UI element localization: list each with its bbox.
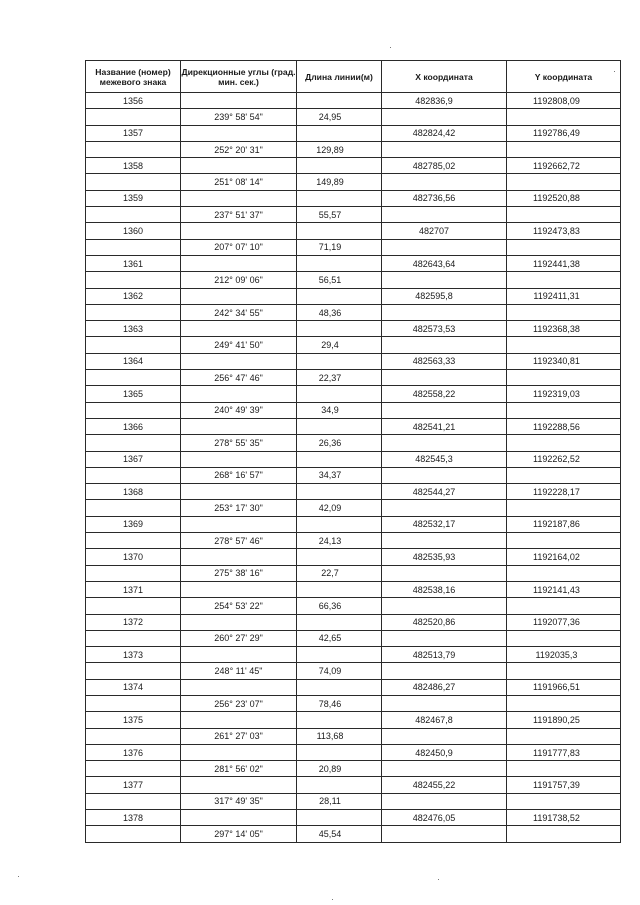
direction-angle-cell: 252° 20' 31" [181,141,297,157]
empty-name-cell [86,728,181,744]
empty-name-cell [86,272,181,288]
line-length-cell: 29,4 [297,337,382,353]
point-row [86,125,621,141]
segment-row [86,402,621,418]
point-row [86,712,621,728]
empty-x-cell [382,500,507,516]
empty-x-cell [382,402,507,418]
empty-x-cell [382,304,507,320]
direction-angle-cell: 281° 56' 02" [181,761,297,777]
y-coordinate-cell: 1192288,56 [507,418,621,434]
marker-name-cell: 1367 [86,451,181,467]
x-coordinate-cell: 482450,9 [382,744,507,760]
direction-angle-cell: 248° 11' 45" [181,663,297,679]
empty-y-cell [507,598,621,614]
empty-name-cell [86,304,181,320]
empty-length-cell [297,451,382,467]
empty-angle-cell [181,810,297,826]
empty-x-cell [382,630,507,646]
marker-name-cell: 1358 [86,158,181,174]
x-coordinate-cell: 482455,22 [382,777,507,793]
point-row [86,353,621,369]
point-row [86,223,621,239]
line-length-cell: 42,09 [297,500,382,516]
point-row [86,158,621,174]
point-row [86,93,621,109]
line-length-cell: 48,36 [297,304,382,320]
empty-angle-cell [181,288,297,304]
direction-angle-cell: 297° 14' 05" [181,826,297,842]
empty-angle-cell [181,125,297,141]
marker-name-cell: 1372 [86,614,181,630]
scan-speck [390,47,391,48]
x-coordinate-cell: 482824,42 [382,125,507,141]
header-direction-angle: Дирекционные углы (град. мин. сек.) [181,61,297,93]
empty-name-cell [86,109,181,125]
line-length-cell: 78,46 [297,695,382,711]
point-row [86,255,621,271]
empty-length-cell [297,93,382,109]
marker-name-cell: 1373 [86,647,181,663]
segment-row [86,565,621,581]
header-marker-name: Название (номер) межевого знака [86,61,181,93]
line-length-cell: 34,9 [297,402,382,418]
boundary-coordinates-table [85,60,621,843]
empty-x-cell [382,826,507,842]
y-coordinate-cell: 1191738,52 [507,810,621,826]
segment-row [86,207,621,223]
marker-name-cell: 1359 [86,190,181,206]
empty-name-cell [86,826,181,842]
y-coordinate-cell: 1192340,81 [507,353,621,369]
line-length-cell: 55,57 [297,207,382,223]
x-coordinate-cell: 482563,33 [382,353,507,369]
y-coordinate-cell: 1192808,09 [507,93,621,109]
table-body [86,93,621,843]
x-coordinate-cell: 482520,86 [382,614,507,630]
empty-angle-cell [181,321,297,337]
x-coordinate-cell: 482544,27 [382,484,507,500]
x-coordinate-cell: 482532,17 [382,516,507,532]
x-coordinate-cell: 482707 [382,223,507,239]
empty-name-cell [86,337,181,353]
marker-name-cell: 1375 [86,712,181,728]
marker-name-cell: 1370 [86,549,181,565]
empty-y-cell [507,239,621,255]
y-coordinate-cell: 1191777,83 [507,744,621,760]
empty-name-cell [86,207,181,223]
line-length-cell: 74,09 [297,663,382,679]
empty-x-cell [382,598,507,614]
header-y-coordinate: Y координата [507,61,621,93]
header-x-coordinate: X координата [382,61,507,93]
empty-angle-cell [181,418,297,434]
segment-row [86,467,621,483]
empty-y-cell [507,435,621,451]
x-coordinate-cell: 482558,22 [382,386,507,402]
marker-name-cell: 1362 [86,288,181,304]
empty-y-cell [507,630,621,646]
empty-name-cell [86,141,181,157]
line-length-cell: 129,89 [297,141,382,157]
direction-angle-cell: 253° 17' 30" [181,500,297,516]
empty-x-cell [382,207,507,223]
point-row [86,777,621,793]
point-row [86,484,621,500]
empty-x-cell [382,435,507,451]
empty-length-cell [297,744,382,760]
empty-y-cell [507,728,621,744]
empty-length-cell [297,614,382,630]
empty-x-cell [382,239,507,255]
empty-name-cell [86,663,181,679]
empty-name-cell [86,761,181,777]
empty-x-cell [382,272,507,288]
line-length-cell: 71,19 [297,239,382,255]
empty-angle-cell [181,679,297,695]
empty-angle-cell [181,158,297,174]
y-coordinate-cell: 1192035,3 [507,647,621,663]
marker-name-cell: 1357 [86,125,181,141]
marker-name-cell: 1361 [86,255,181,271]
marker-name-cell: 1363 [86,321,181,337]
y-coordinate-cell: 1192187,86 [507,516,621,532]
empty-y-cell [507,402,621,418]
empty-y-cell [507,695,621,711]
x-coordinate-cell: 482545,3 [382,451,507,467]
point-row [86,418,621,434]
empty-length-cell [297,255,382,271]
x-coordinate-cell: 482538,16 [382,581,507,597]
empty-length-cell [297,125,382,141]
direction-angle-cell: 260° 27' 29" [181,630,297,646]
line-length-cell: 22,7 [297,565,382,581]
line-length-cell: 149,89 [297,174,382,190]
empty-name-cell [86,174,181,190]
empty-y-cell [507,761,621,777]
empty-angle-cell [181,581,297,597]
segment-row [86,728,621,744]
empty-name-cell [86,435,181,451]
y-coordinate-cell: 1192077,36 [507,614,621,630]
empty-length-cell [297,777,382,793]
empty-length-cell [297,190,382,206]
empty-length-cell [297,810,382,826]
direction-angle-cell: 207° 07' 10" [181,239,297,255]
empty-angle-cell [181,647,297,663]
y-coordinate-cell: 1192520,88 [507,190,621,206]
empty-x-cell [382,663,507,679]
empty-x-cell [382,370,507,386]
line-length-cell: 34,37 [297,467,382,483]
empty-x-cell [382,109,507,125]
empty-y-cell [507,304,621,320]
point-row [86,647,621,663]
segment-row [86,761,621,777]
empty-angle-cell [181,255,297,271]
marker-name-cell: 1356 [86,93,181,109]
x-coordinate-cell: 482595,8 [382,288,507,304]
segment-row [86,663,621,679]
empty-angle-cell [181,549,297,565]
marker-name-cell: 1368 [86,484,181,500]
empty-angle-cell [181,712,297,728]
x-coordinate-cell: 482785,02 [382,158,507,174]
direction-angle-cell: 278° 55' 35" [181,435,297,451]
x-coordinate-cell: 482643,64 [382,255,507,271]
direction-angle-cell: 278° 57' 46" [181,533,297,549]
marker-name-cell: 1365 [86,386,181,402]
x-coordinate-cell: 482736,56 [382,190,507,206]
empty-angle-cell [181,744,297,760]
empty-x-cell [382,337,507,353]
direction-angle-cell: 237° 51' 37" [181,207,297,223]
empty-x-cell [382,728,507,744]
point-row [86,679,621,695]
direction-angle-cell: 212° 09' 06" [181,272,297,288]
point-row [86,744,621,760]
empty-length-cell [297,386,382,402]
marker-name-cell: 1376 [86,744,181,760]
point-row [86,288,621,304]
empty-angle-cell [181,516,297,532]
x-coordinate-cell: 482486,27 [382,679,507,695]
empty-length-cell [297,223,382,239]
point-row [86,549,621,565]
segment-row [86,500,621,516]
y-coordinate-cell: 1192164,02 [507,549,621,565]
empty-x-cell [382,565,507,581]
empty-y-cell [507,565,621,581]
x-coordinate-cell: 482573,53 [382,321,507,337]
empty-length-cell [297,418,382,434]
line-length-cell: 22,37 [297,370,382,386]
marker-name-cell: 1378 [86,810,181,826]
empty-y-cell [507,109,621,125]
empty-name-cell [86,793,181,809]
line-length-cell: 45,54 [297,826,382,842]
y-coordinate-cell: 1191757,39 [507,777,621,793]
marker-name-cell: 1377 [86,777,181,793]
segment-row [86,239,621,255]
direction-angle-cell: 239° 58' 54" [181,109,297,125]
scan-speck [438,879,439,880]
segment-row [86,630,621,646]
empty-name-cell [86,500,181,516]
segment-row [86,337,621,353]
y-coordinate-cell: 1192228,17 [507,484,621,500]
scan-speck [332,899,333,900]
segment-row [86,370,621,386]
line-length-cell: 42,65 [297,630,382,646]
empty-x-cell [382,174,507,190]
empty-x-cell [382,141,507,157]
direction-angle-cell: 256° 23' 07" [181,695,297,711]
point-row [86,190,621,206]
point-row [86,451,621,467]
direction-angle-cell: 261° 27' 03" [181,728,297,744]
segment-row [86,533,621,549]
direction-angle-cell: 268° 16' 57" [181,467,297,483]
marker-name-cell: 1366 [86,418,181,434]
direction-angle-cell: 249° 41' 50" [181,337,297,353]
segment-row [86,141,621,157]
empty-name-cell [86,630,181,646]
table-header-row [86,61,621,93]
direction-angle-cell: 317° 49' 35" [181,793,297,809]
empty-name-cell [86,467,181,483]
empty-length-cell [297,581,382,597]
empty-angle-cell [181,93,297,109]
y-coordinate-cell: 1192319,03 [507,386,621,402]
line-length-cell: 66,36 [297,598,382,614]
direction-angle-cell: 242° 34' 55" [181,304,297,320]
x-coordinate-cell: 482541,21 [382,418,507,434]
direction-angle-cell: 275° 38' 16" [181,565,297,581]
x-coordinate-cell: 482535,93 [382,549,507,565]
empty-length-cell [297,288,382,304]
empty-y-cell [507,337,621,353]
y-coordinate-cell: 1191890,25 [507,712,621,728]
empty-y-cell [507,370,621,386]
segment-row [86,695,621,711]
empty-angle-cell [181,777,297,793]
line-length-cell: 26,36 [297,435,382,451]
point-row [86,386,621,402]
empty-name-cell [86,565,181,581]
empty-length-cell [297,484,382,500]
line-length-cell: 113,68 [297,728,382,744]
empty-name-cell [86,695,181,711]
empty-y-cell [507,207,621,223]
empty-angle-cell [181,614,297,630]
empty-name-cell [86,533,181,549]
direction-angle-cell: 254° 53' 22" [181,598,297,614]
empty-y-cell [507,272,621,288]
empty-x-cell [382,467,507,483]
line-length-cell: 24,13 [297,533,382,549]
empty-name-cell [86,598,181,614]
empty-y-cell [507,500,621,516]
segment-row [86,109,621,125]
y-coordinate-cell: 1192262,52 [507,451,621,467]
segment-row [86,826,621,842]
x-coordinate-cell: 482476,05 [382,810,507,826]
empty-y-cell [507,141,621,157]
empty-x-cell [382,761,507,777]
y-coordinate-cell: 1192368,38 [507,321,621,337]
empty-name-cell [86,370,181,386]
y-coordinate-cell: 1192662,72 [507,158,621,174]
point-row [86,581,621,597]
empty-length-cell [297,549,382,565]
empty-x-cell [382,533,507,549]
line-length-cell: 56,51 [297,272,382,288]
y-coordinate-cell: 1192786,49 [507,125,621,141]
x-coordinate-cell: 482467,8 [382,712,507,728]
segment-row [86,174,621,190]
line-length-cell: 28,11 [297,793,382,809]
segment-row [86,435,621,451]
x-coordinate-cell: 482513,79 [382,647,507,663]
line-length-cell: 24,95 [297,109,382,125]
y-coordinate-cell: 1192473,83 [507,223,621,239]
empty-name-cell [86,239,181,255]
scan-speck [614,71,615,72]
segment-row [86,304,621,320]
x-coordinate-cell: 482836,9 [382,93,507,109]
point-row [86,516,621,532]
empty-y-cell [507,663,621,679]
marker-name-cell: 1364 [86,353,181,369]
empty-angle-cell [181,386,297,402]
y-coordinate-cell: 1192141,43 [507,581,621,597]
header-line-length: Длина линии(м) [297,61,382,93]
empty-angle-cell [181,190,297,206]
point-row [86,614,621,630]
scan-speck [18,876,19,877]
line-length-cell: 20,89 [297,761,382,777]
empty-length-cell [297,321,382,337]
empty-y-cell [507,533,621,549]
empty-length-cell [297,679,382,695]
empty-y-cell [507,174,621,190]
empty-y-cell [507,826,621,842]
marker-name-cell: 1374 [86,679,181,695]
marker-name-cell: 1371 [86,581,181,597]
empty-y-cell [507,467,621,483]
empty-length-cell [297,353,382,369]
empty-length-cell [297,158,382,174]
direction-angle-cell: 256° 47' 46" [181,370,297,386]
y-coordinate-cell: 1192441,38 [507,255,621,271]
segment-row [86,793,621,809]
empty-angle-cell [181,223,297,239]
point-row [86,321,621,337]
empty-angle-cell [181,353,297,369]
empty-x-cell [382,793,507,809]
direction-angle-cell: 240° 49' 39" [181,402,297,418]
y-coordinate-cell: 1191966,51 [507,679,621,695]
point-row [86,810,621,826]
direction-angle-cell: 251° 08' 14" [181,174,297,190]
segment-row [86,272,621,288]
empty-y-cell [507,793,621,809]
marker-name-cell: 1360 [86,223,181,239]
empty-x-cell [382,695,507,711]
empty-length-cell [297,647,382,663]
empty-length-cell [297,516,382,532]
empty-name-cell [86,402,181,418]
segment-row [86,598,621,614]
empty-angle-cell [181,451,297,467]
empty-angle-cell [181,484,297,500]
empty-length-cell [297,712,382,728]
y-coordinate-cell: 1192411,31 [507,288,621,304]
marker-name-cell: 1369 [86,516,181,532]
